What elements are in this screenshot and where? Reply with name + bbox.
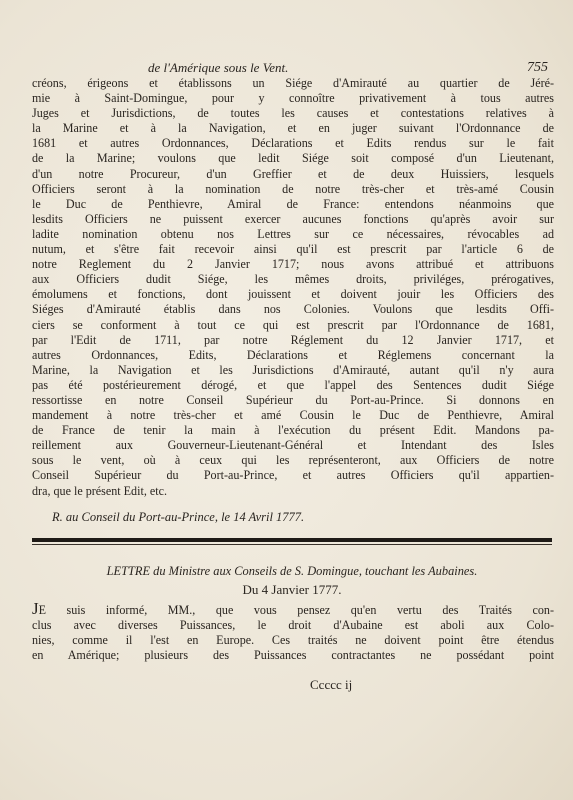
section-divider	[32, 538, 552, 546]
text-line: Marine, la Navigation et les Jurisdictions d'Amirauté, autant qu'il n'y aura	[32, 362, 554, 377]
page-number: 755	[527, 60, 548, 75]
text-line: ressortisse en notre Conseil Supérieur du Port-au-Prince. Si donnons en	[32, 392, 554, 407]
text-line: Juges et Jurisdictions, de toutes les causes et contestations relatives à	[32, 106, 554, 121]
text-line: d'un notre Procureur, d'un Greffier et de deux Huissiers, lesquels	[32, 166, 554, 181]
text-line: Officiers seront à la nomination de notre très-cher et très-amé Cousin	[32, 181, 554, 196]
text-line: de France de tenir la main à l'exécution du présent Edit. Mandons pa-	[32, 423, 554, 438]
text-line: de la Marine; voulons que ledit Siége soit composé d'un Lieutenant,	[32, 151, 554, 166]
text-line: la Marine et à la Navigation, et en juger suivant l'Ordonnance de	[32, 121, 554, 136]
letter-first-line	[32, 599, 554, 618]
text-line: Siéges d'Amirauté établis dans nos Colonies. Voulons que lesdits Offi-	[32, 302, 554, 317]
drop-cap: J	[32, 599, 39, 618]
text-line: lesdits Officiers ne puissent exercer aucunes fonctions qu'après avoir sur	[32, 211, 554, 226]
text-line: ciers se conforment à tout ce qui est prescrit par l'Ordonnance de 1681,	[32, 317, 554, 332]
letter-text	[32, 599, 554, 663]
text-line: émolumens et fonctions, dont jouissent et doivent jouir les Officiers des	[32, 287, 554, 302]
signature-mark: Ccccc ij	[310, 677, 353, 692]
text-line: Conseil Supérieur du Port-au-Prince, et autres Officiers qu'il appartien-	[32, 468, 554, 483]
running-title: de l'Amérique sous le Vent.	[148, 60, 289, 75]
text-line: reillement aux Gouverneur-Lieutenant-Général et Intendant des Isles	[32, 438, 554, 453]
letter-date: Du 4 Janvier 1777.	[242, 582, 342, 597]
text-line: en Amérique; plusieurs des Puissances contractantes ne possédant point	[32, 648, 554, 663]
registration-note: R. au Conseil du Port-au-Prince, le 14 Avril 1777.	[52, 510, 305, 524]
text-line: mie à Saint-Domingue, pour y connoître privativement à tous autres	[32, 91, 554, 106]
text-line: le Duc de Penthievre, Amiral de France: entendons néanmoins que	[32, 196, 554, 211]
text-line: autres Ordonnances, Edits, Déclarations et Réglemens concernant la	[32, 347, 554, 362]
letter-first-line-text: E suis informé, MM., que vous pensez qu'en vertu des Traités con-	[38, 603, 554, 617]
text-line: sous le vent, où à ceux qui les représenteront, aux Officiers de notre	[32, 453, 554, 468]
text-line: par l'Edit de 1711, par notre Réglement du 12 Janvier 1717, et	[32, 332, 554, 347]
text-line: dra, que le présent Edit, etc.	[32, 483, 167, 498]
text-line: mandement à notre très-cher et amé Cousin le Duc de Penthievre, Amiral	[32, 408, 554, 423]
text-line: notre Reglement du 2 Janvier 1717; nous avons attribué et attribuons	[32, 257, 554, 272]
text-line: 1681 et autres Ordonnances, Déclarations et Edits rendus sur le fait	[32, 136, 554, 151]
divider-thin-line	[32, 544, 552, 545]
text-line: nutum, et s'être fait recevoir ainsi qu'il est prescrit par l'article 6 de	[32, 242, 554, 257]
text-line: aux Officiers dudit Siége, les mêmes droits, priviléges, prérogatives,	[32, 272, 554, 287]
edict-text	[32, 76, 554, 499]
text-line: créons, érigeons et établissons un Siége d'Amirauté au quartier de Jéré-	[32, 76, 554, 90]
text-line: ladite nomination obtenu nos Lettres sur ce nécessaires, révocables ad	[32, 226, 554, 241]
letter-heading: LETTRE du Ministre aux Conseils de S. Domingue, touchant les Aubaines.	[106, 564, 478, 578]
divider-thick-line	[32, 538, 552, 542]
text-line: nies, comme il l'est en Europe. Ces traités ne doivent point être étendus	[32, 633, 554, 648]
text-line: clus avec diverses Puissances, le droit d'Aubaine est aboli aux Colo-	[32, 618, 554, 633]
text-line: pas été postérieurement dérogé, et que l'appel des Sentences dudit Siége	[32, 377, 554, 392]
